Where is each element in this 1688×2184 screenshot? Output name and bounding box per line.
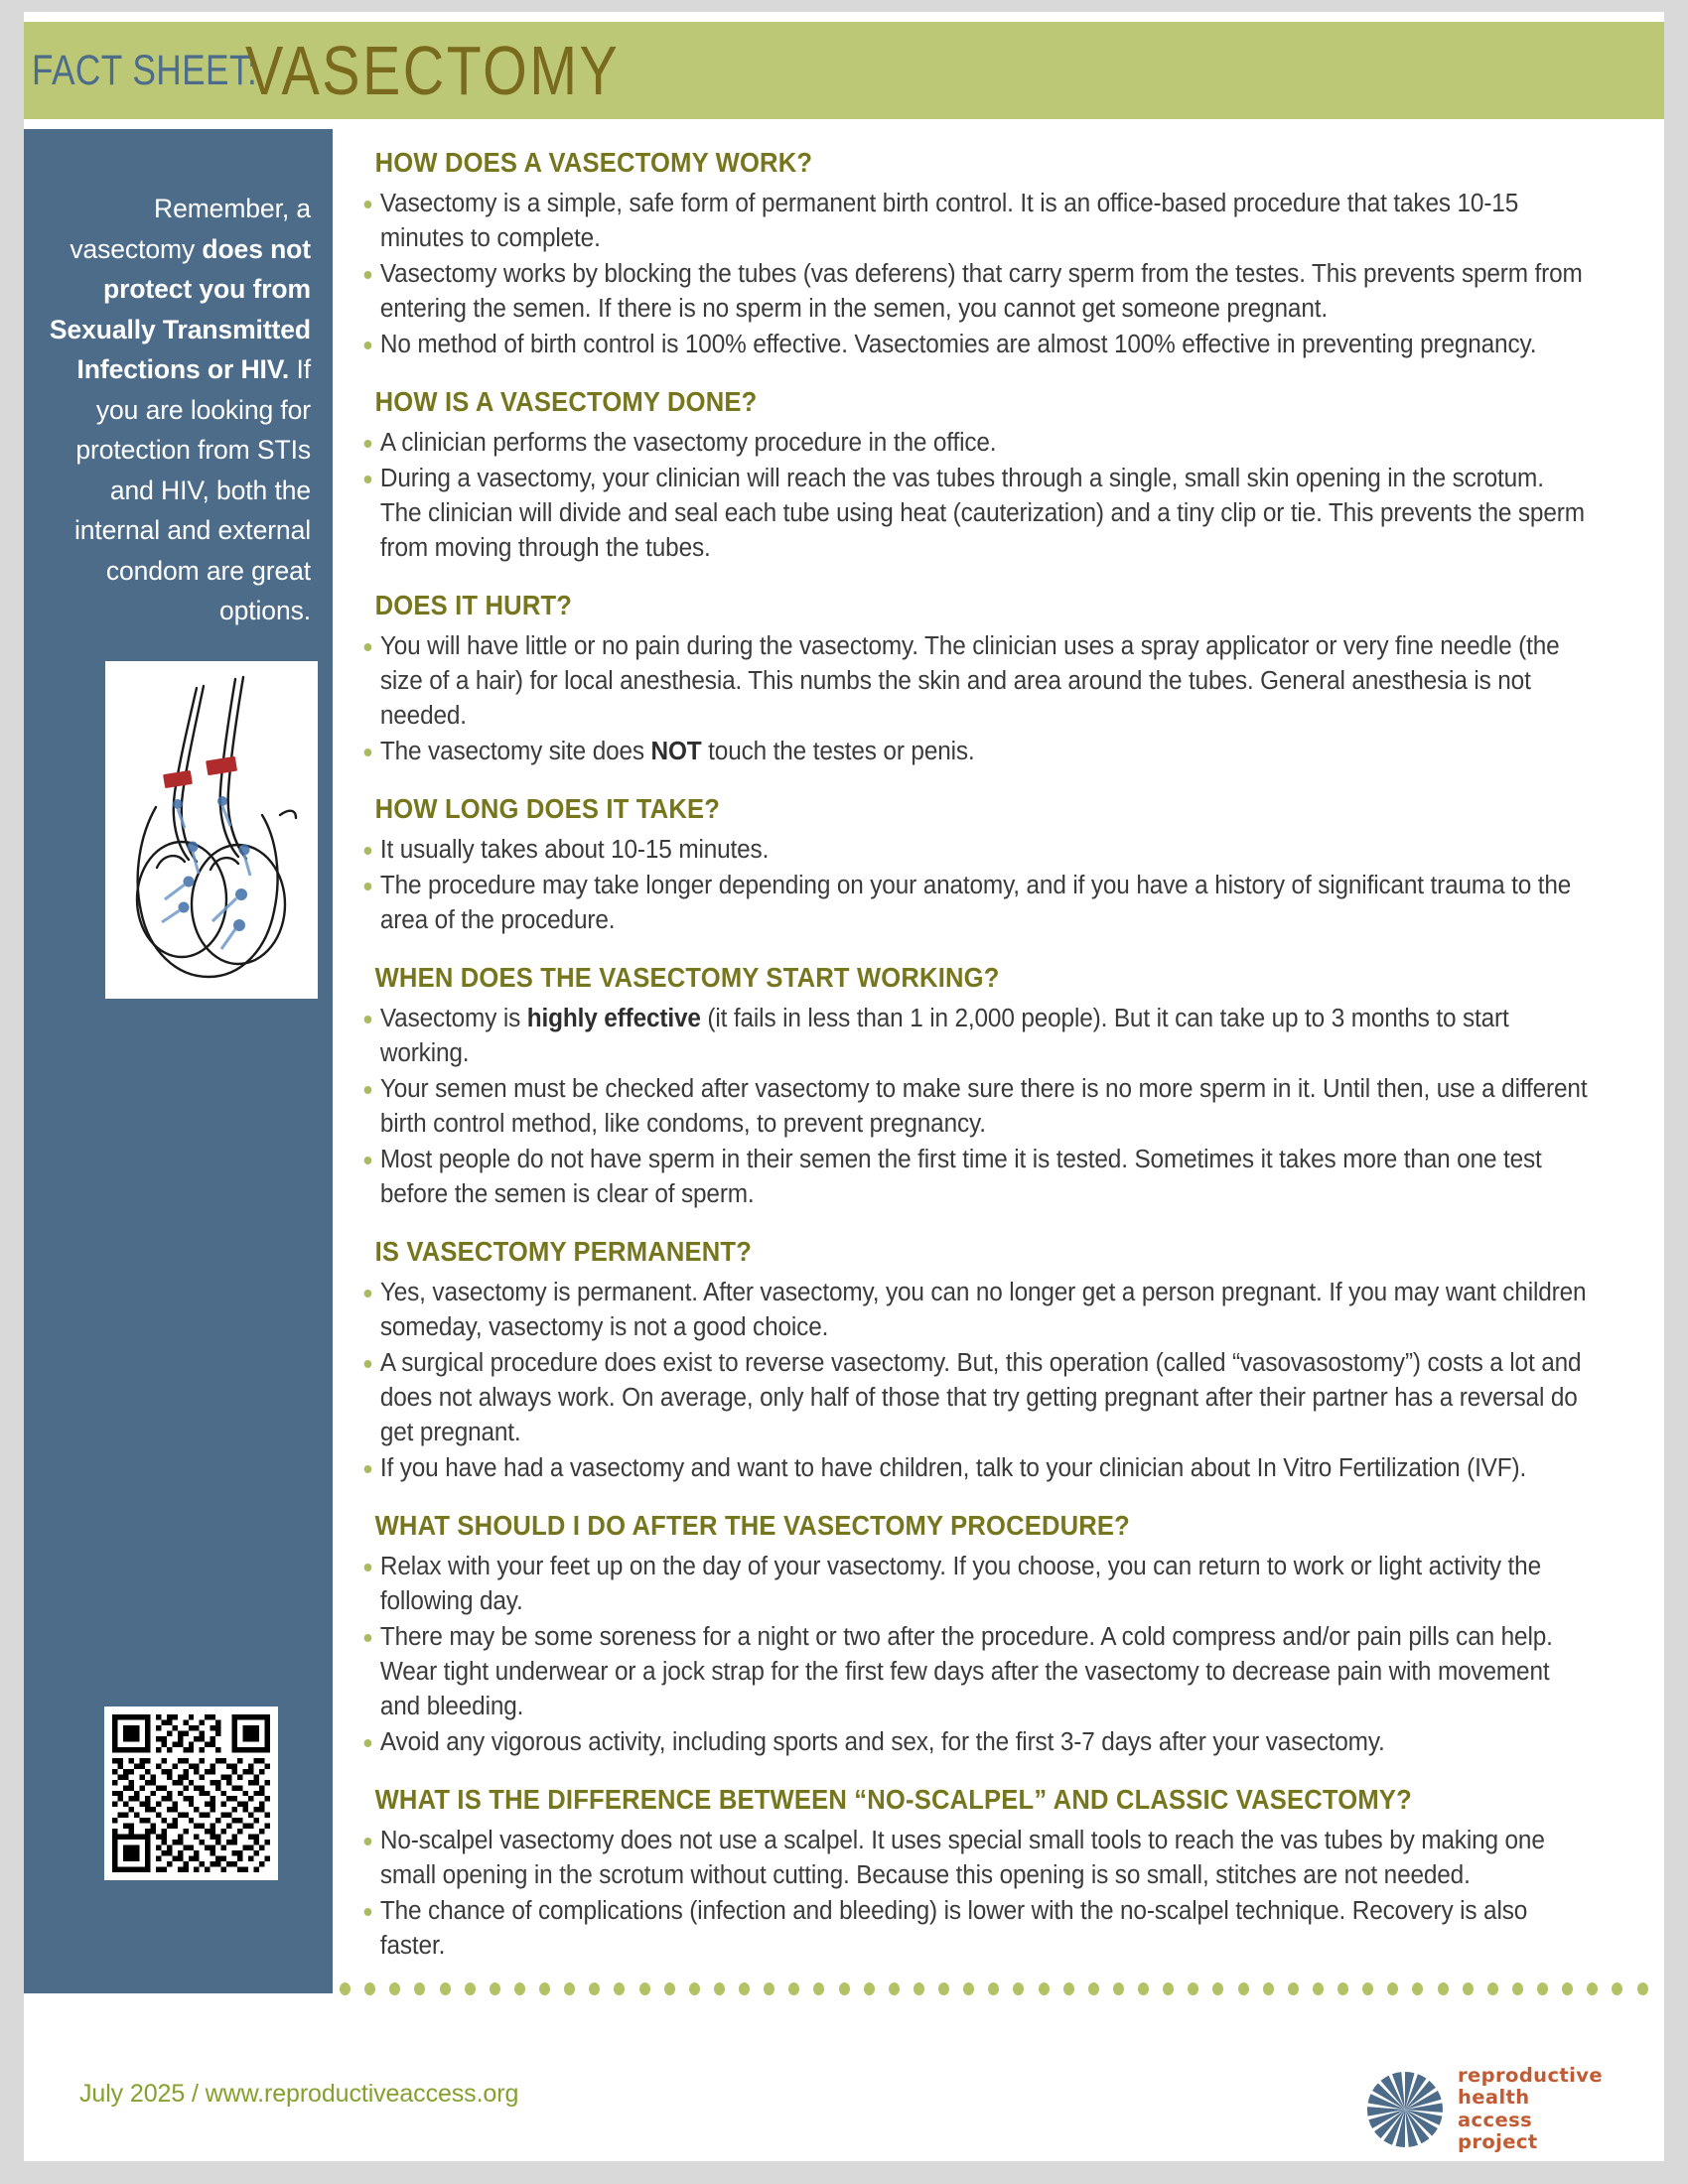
logo-line: access [1458, 2108, 1533, 2131]
list-item: There may be some soreness for a night or two after the procedure. A cold compress and/or pain pills can help. Wear tight underwear or a jock strap for the first few days after the vasectomy to decrease pain with movement and bleeding. [356, 1620, 1590, 1724]
sections-container [356, 147, 1647, 1964]
divider-dot [1113, 1982, 1124, 1995]
sidebar-note: Remember, a vasectomy does not protect you from Sexually Transmitted Infections or HIV. If you are looking for protection from STIs and HIV, both the internal and external condom are great options. [49, 194, 311, 625]
divider-dot [1063, 1982, 1074, 1995]
divider-dot [1387, 1982, 1398, 1995]
footer-date-url: July 2025 / www.reproductiveaccess.org [79, 2080, 519, 2108]
section [356, 1784, 1647, 1964]
divider-dot [539, 1982, 550, 1995]
divider-dot [1238, 1982, 1249, 1995]
list-item: Relax with your feet up on the day of your vasectomy. If you choose, you can return to work or light activity the following day. [356, 1550, 1590, 1619]
divider-dot [839, 1982, 850, 1995]
list-item: The vasectomy site does NOT touch the testes or penis. [356, 735, 1590, 769]
divider-dot [1412, 1982, 1423, 1995]
section [356, 1510, 1647, 1760]
divider-dot [614, 1982, 625, 1995]
divider-dot [1487, 1982, 1498, 1995]
list-item: Most people do not have sperm in their semen the first time it is tested. Sometimes it takes more than one test before the semen is clear of sperm. [356, 1143, 1590, 1212]
divider-dot [963, 1982, 974, 1995]
divider-dot [564, 1982, 575, 1995]
divider-dot [1587, 1982, 1598, 1995]
section [356, 962, 1647, 1212]
bullet-list [356, 1824, 1647, 1964]
divider-dot [1288, 1982, 1299, 1995]
list-item: The procedure may take longer depending on your anatomy, and if you have a history of significant trauma to the area of the procedure. [356, 869, 1590, 938]
organization-logo [1366, 2062, 1634, 2156]
section [356, 147, 1647, 362]
divider-dot [1512, 1982, 1523, 1995]
list-item: Yes, vasectomy is permanent. After vasectomy, you can no longer get a person pregnant. If you may want children someday, vasectomy is not a good choice. [356, 1276, 1590, 1345]
section-heading: HOW DOES A VASECTOMY WORK? [374, 147, 813, 178]
divider-dot [788, 1982, 799, 1995]
divider-dot [864, 1982, 875, 1995]
divider-dot [465, 1982, 476, 1995]
section-heading: HOW LONG DOES IT TAKE? [374, 793, 721, 824]
list-item: Vasectomy works by blocking the tubes (vas deferens) that carry sperm from the testes. This prevents sperm from entering the semen. If there is no sperm in the semen, you cannot get someone pregnant. [356, 257, 1590, 327]
bullet-list [356, 833, 1647, 938]
logo-line: project [1458, 2130, 1538, 2153]
section-heading: DOES IT HURT? [374, 590, 573, 620]
header-band [24, 22, 1664, 119]
divider-dot [1188, 1982, 1198, 1995]
list-item: Avoid any vigorous activity, including sports and sex, for the first 3-7 days after your vasectomy. [356, 1725, 1590, 1760]
divider-dot [514, 1982, 525, 1995]
divider-dot [1362, 1982, 1373, 1995]
list-item: A surgical procedure does exist to reverse vasectomy. But, this operation (called “vasovasostomy”) costs a lot and does not always work. On average, only half of those that try getting pregnant after their partner has a reversal do get pregnant. [356, 1346, 1590, 1450]
divider-dot [1463, 1982, 1474, 1995]
bullet-list [356, 1002, 1647, 1212]
page-title: VASECTOMY [245, 32, 621, 109]
bullet-list [356, 1550, 1647, 1760]
main-content [356, 129, 1647, 1987]
list-item: During a vasectomy, your clinician will reach the vas tubes through a single, small skin opening in the scrotum. The clinician will divide and seal each tube using heat (cauterization) and a tiny clip or tie. This prevents the sperm from moving through the tubes. [356, 462, 1590, 566]
divider-dot [1163, 1982, 1174, 1995]
divider-dot [340, 1982, 351, 1995]
dotted-divider [340, 1981, 1648, 1995]
bullet-list [356, 426, 1647, 566]
sunburst-logo-icon [1366, 2071, 1444, 2148]
bullet-list [356, 629, 1647, 769]
divider-dot [1013, 1982, 1024, 1995]
divider-dot [1337, 1982, 1348, 1995]
divider-dot [988, 1982, 999, 1995]
divider-dot [1138, 1982, 1149, 1995]
list-item: No method of birth control is 100% effective. Vasectomies are almost 100% effective in preventing pregnancy. [356, 328, 1590, 362]
divider-dot [1438, 1982, 1449, 1995]
fact-sheet-page [24, 12, 1664, 2161]
divider-dot [1088, 1982, 1099, 1995]
list-item: Your semen must be checked after vasectomy to make sure there is no more sperm in it. Until then, use a different birth control method, like condoms, to prevent pregnancy. [356, 1072, 1590, 1142]
section [356, 793, 1647, 938]
divider-dot [1612, 1982, 1622, 1995]
section-heading: IS VASECTOMY PERMANENT? [374, 1236, 753, 1267]
section-heading: HOW IS A VASECTOMY DONE? [374, 386, 758, 417]
divider-dot [664, 1982, 675, 1995]
section [356, 590, 1647, 769]
divider-dot [1637, 1982, 1648, 1995]
section [356, 1236, 1647, 1486]
list-item: It usually takes about 10-15 minutes. [356, 833, 1590, 868]
divider-dot [714, 1982, 725, 1995]
list-item: No-scalpel vasectomy does not use a scalpel. It uses special small tools to reach the vas tubes by making one small opening in the scrotum without cutting. Because this opening is so small, stitches are not needed. [356, 1824, 1590, 1893]
section [356, 386, 1647, 566]
bullet-list [356, 1276, 1647, 1486]
section-heading: WHAT SHOULD I DO AFTER THE VASECTOMY PROCEDURE? [374, 1510, 1130, 1541]
divider-dot [389, 1982, 400, 1995]
divider-dot [914, 1982, 924, 1995]
qr-code[interactable] [104, 1706, 278, 1880]
logo-line: health [1458, 2086, 1530, 2109]
divider-dot [1039, 1982, 1050, 1995]
divider-dot [589, 1982, 600, 1995]
divider-dot [1537, 1982, 1548, 1995]
list-item: The chance of complications (infection and bleeding) is lower with the no-scalpel technique. Recovery is also faster. [356, 1894, 1590, 1964]
divider-dot [938, 1982, 949, 1995]
list-item: A clinician performs the vasectomy procedure in the office. [356, 426, 1590, 461]
divider-dot [813, 1982, 824, 1995]
divider-dot [639, 1982, 650, 1995]
divider-dot [689, 1982, 700, 1995]
divider-dot [1263, 1982, 1274, 1995]
divider-dot [440, 1982, 451, 1995]
bullet-list [356, 187, 1647, 362]
list-item: If you have had a vasectomy and want to have children, talk to your clinician about In Vitro Fertilization (IVF). [356, 1451, 1590, 1486]
list-item: Vasectomy is highly effective (it fails in less than 1 in 2,000 people). But it can take up to 3 months to start working. [356, 1002, 1590, 1071]
divider-dot [1313, 1982, 1324, 1995]
list-item: Vasectomy is a simple, safe form of permanent birth control. It is an office-based procedure that takes 10-15 minutes to complete. [356, 187, 1590, 256]
divider-dot [764, 1982, 774, 1995]
divider-dot [490, 1982, 500, 1995]
divider-dot [364, 1982, 375, 1995]
divider-dot [739, 1982, 750, 1995]
divider-dot [414, 1982, 425, 1995]
list-item: You will have little or no pain during the vasectomy. The clinician uses a spray applicator or very fine needle (the size of a hair) for local anesthesia. This numbs the skin and area around the tubes. General anesthesia is not needed. [356, 629, 1590, 734]
logo-wordmark [1458, 2065, 1603, 2154]
divider-dot [889, 1982, 900, 1995]
section-heading: WHEN DOES THE VASECTOMY START WORKING? [374, 962, 1000, 993]
divider-dot [1212, 1982, 1223, 1995]
vasectomy-anatomy-illustration [105, 661, 318, 999]
header-prefix: FACT SHEET: [32, 46, 258, 94]
section-heading: WHAT IS THE DIFFERENCE BETWEEN “NO-SCALPEL” AND CLASSIC VASECTOMY? [374, 1784, 1412, 1815]
logo-line: reproductive [1458, 2063, 1603, 2087]
divider-dot [1562, 1982, 1573, 1995]
